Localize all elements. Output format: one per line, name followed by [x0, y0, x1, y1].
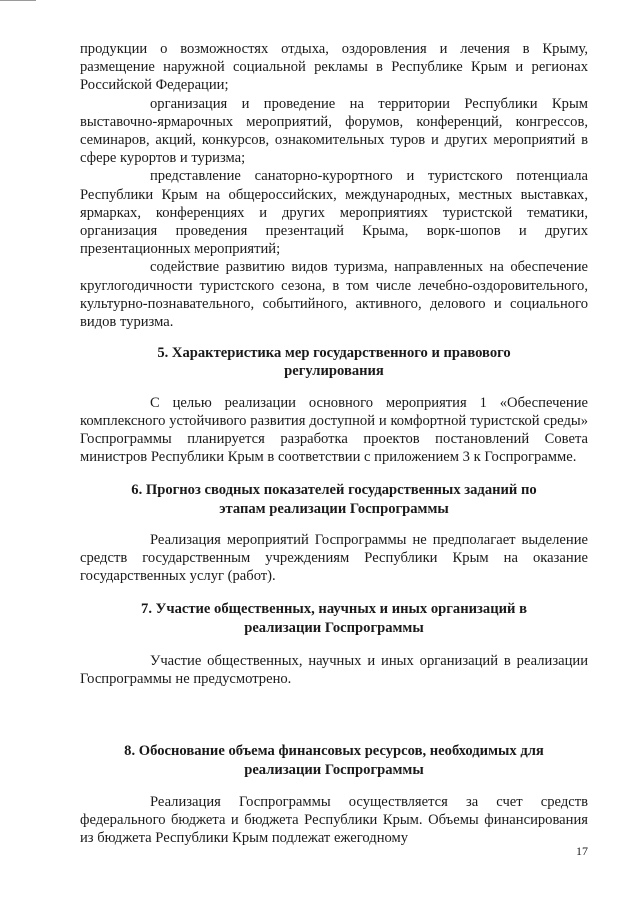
section-7-body: Участие общественных, научных и иных организаций в реализации Госпрограммы не предусмотрено.	[80, 652, 588, 688]
section-heading-line: регулирования	[284, 363, 384, 380]
section-heading-line: 8. Обоснование объема финансовых ресурсов, необходимых для	[124, 743, 544, 760]
section-7-heading	[80, 600, 588, 636]
section-8-heading	[80, 742, 588, 778]
page-number: 17	[576, 844, 588, 858]
section-6-heading	[80, 481, 588, 517]
scan-corner-mark	[0, 0, 36, 1]
section-heading-line: 5. Характеристика мер государственного и правового	[157, 345, 511, 362]
section-heading-line: 6. Прогноз сводных показателей государственных заданий по	[131, 482, 537, 499]
paragraph-list-item: содействие развитию видов туризма, направленных на обеспечение круглогодичности туристского сезона, в том числе лечебно-оздоровительного, культурно-познавательного, событийного, активного, делового и социального видов туризма.	[80, 259, 588, 331]
paragraph-list-item: представление санаторно-курортного и туристского потенциала Республики Крым на общероссийских, международных, местных выставках, ярмарках, конференциях и других мероприятиях туристской тематики, организация проведения презентаций Крыма, ворк-шопов и других презентационных мероприятий;	[80, 168, 588, 258]
section-heading-line: реализации Госпрограммы	[244, 619, 424, 636]
section-6-body: Реализация мероприятий Госпрограммы не предполагает выделение средств государственным учреждениям Республики Крым на оказание государственных услуг (работ).	[80, 531, 588, 585]
section-heading-line: 7. Участие общественных, научных и иных организаций в	[141, 601, 527, 618]
section-5-heading	[80, 344, 588, 380]
section-heading-line: реализации Госпрограммы	[244, 761, 424, 778]
paragraph-continuation: продукции о возможностях отдыха, оздоровления и лечения в Крыму, размещение наружной социальной рекламы в Республике Крым и регионах Российской Федерации;	[80, 41, 588, 94]
section-8-body: Реализация Госпрограммы осуществляется за счет средств федерального бюджета и бюджета Республики Крым. Объемы финансирования из бюджета Республики Крым подлежат ежегодному	[80, 793, 588, 847]
section-5-body: С целью реализации основного мероприятия 1 «Обеспечение комплексного устойчивого развития доступной и комфортной туристской среды» Госпрограммы планируется разработка проектов постановлений Совета министров Республики Крым в соответствии с приложением 3 к Госпрограмме.	[80, 394, 588, 466]
section-heading-line: этапам реализации Госпрограммы	[219, 500, 449, 517]
paragraph-list-item: организация и проведение на территории Республики Крым выставочно-ярмарочных мероприятий, форумов, конференций, конгрессов, семинаров, акций, конкурсов, ознакомительных туров и других мероприятий в сфере курортов и туризма;	[80, 95, 588, 167]
document-page	[80, 40, 588, 847]
